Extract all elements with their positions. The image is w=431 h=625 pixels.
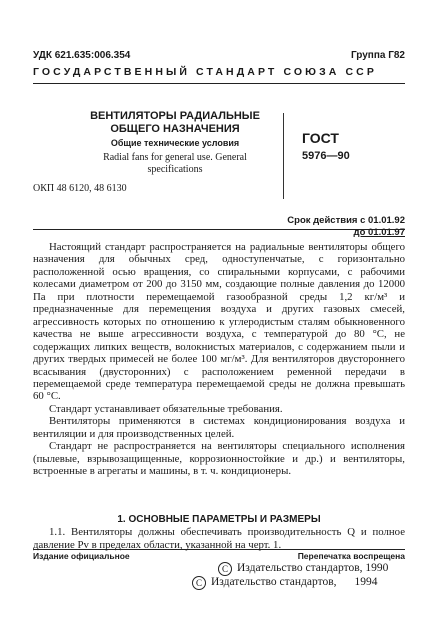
top-rule — [33, 83, 405, 84]
body-text — [33, 241, 405, 478]
paragraph-requirements: Стандарт устанавливает обязательные требования. — [49, 402, 283, 415]
official-edition: Издание официальное — [33, 551, 130, 561]
document-subtitle: Общие технические условия — [110, 138, 240, 148]
footer-rule — [33, 549, 405, 550]
group-code: Группа Г82 — [350, 50, 405, 61]
udk-code: УДК 621.635:006.354 — [33, 50, 131, 61]
copyright-icon: C — [218, 562, 232, 576]
standard-heading: ГОСУДАРСТВЕННЫЙ СТАНДАРТ СОЮЗА ССР — [33, 66, 377, 78]
copyright-1990-text: Издательство стандартов, 1990 — [237, 562, 389, 574]
title-divider — [283, 113, 284, 199]
copyright-1994 — [192, 576, 378, 590]
document-title: ВЕНТИЛЯТОРЫ РАДИАЛЬНЫЕ ОБЩЕГО НАЗНАЧЕНИЯ — [90, 110, 260, 135]
gost-label: ГОСТ — [302, 130, 339, 146]
copyright-1994-label: Издательство стандартов, — [211, 576, 337, 588]
copyright-icon: C — [192, 576, 206, 590]
english-title: Radial fans for general use. General specifications — [103, 152, 247, 175]
validity-rule — [33, 229, 405, 230]
validity-period — [287, 215, 405, 239]
okp-code: ОКП 48 6120, 48 6130 — [33, 183, 127, 194]
gost-number: 5976—90 — [302, 150, 350, 162]
copyright-1994-year: 1994 — [354, 576, 378, 588]
copyright-1990 — [218, 562, 388, 576]
validity-to: до 01.01.97 — [353, 227, 405, 238]
clause-text: 1.1. Вентиляторы должны обеспечивать производительность Q и полное давление Pv в пределах области, указанной на черт. 1. — [33, 526, 405, 551]
paragraph-scope: Настоящий стандарт распространяется на радиальные вентиляторы общего назначения для обычных сред, одноступенчатые, с горизонтально расположенной осью вращения, со спиральными корпусами, с рабочими колесами диаметром от 200 до 3150 мм, создающие полные давления до 12000 Па при плотности перемещаемой газообразной среды 1,2 кг/м³ и предназначенные для перемещения воздуха и других газовых смесей, агрессивность которых по отношению к углеродистым сталям обыкновенного качества не выше агрессивности воздуха, с температурой до 80 °С, не содержащих липких веществ, волокнистых материалов, с содержанием пыли и других твердых примесей не более 100 мг/м³. Для вентиляторов двустороннего всасывания (двусторонних) с расположением ременной передачи в перемещаемой среде температура перемещаемой среды не должна превышать 60 °С. — [33, 241, 405, 403]
validity-from: Срок действия с 01.01.92 — [287, 215, 405, 226]
reprint-prohibited: Перепечатка воспрещена — [297, 551, 405, 561]
paragraph-application: Вентиляторы применяются в системах кондиционирования воздуха и вентиляции и для производственных целей. — [33, 415, 405, 440]
section-title: 1. ОСНОВНЫЕ ПАРАМЕТРЫ И РАЗМЕРЫ — [117, 514, 321, 525]
paragraph-exclusions: Стандарт не распространяется на вентиляторы специального исполнения (пылевые, взрывозащищенные, коррозионностойкие и др.) и вентиляторы, встроенные в агрегаты и машины, в т. ч. кондиционеры. — [33, 440, 405, 478]
